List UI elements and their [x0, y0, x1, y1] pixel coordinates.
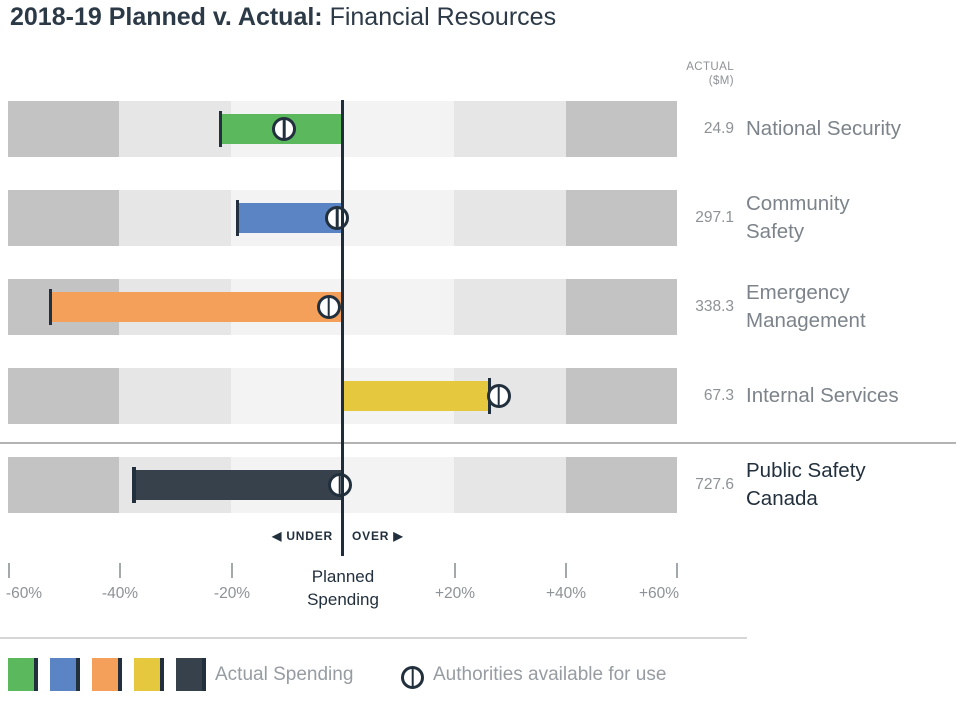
bar-end-tick: [219, 111, 223, 147]
axis-label-plus60: +60%: [638, 585, 680, 602]
legend-swatch-blue: [50, 658, 80, 691]
actual-value-community-safety: 297.1: [695, 209, 734, 226]
actual-value-emergency-management: 338.3: [695, 298, 734, 315]
axis-tick: [676, 563, 678, 578]
over-direction-label: OVER ▶: [352, 529, 404, 543]
page-title-bold: 2018-19 Planned v. Actual:: [10, 3, 323, 31]
axis-tick: [8, 563, 10, 578]
page-title-regular: Financial Resources: [329, 3, 557, 31]
actual-header-line2: ($M): [708, 74, 734, 87]
authorities-legend-icon: [401, 666, 424, 689]
planned-spending-line2: Spending: [307, 590, 379, 609]
authorities-marker-icon: [328, 473, 352, 497]
axis-tick: [454, 563, 456, 578]
axis-label-minus60: -60%: [5, 585, 43, 602]
actual-value-internal-services: 67.3: [703, 387, 734, 404]
axis-label-plus40: +40%: [545, 585, 587, 602]
legend-swatch-orange: [92, 658, 122, 691]
category-label-internal-services: Internal Services: [746, 384, 899, 407]
under-direction-label: ◀ UNDER: [272, 529, 333, 543]
axis-label-minus40: -40%: [101, 585, 139, 602]
bar-end-tick: [236, 200, 240, 236]
legend-swatch-dark: [176, 658, 206, 691]
legend-authorities-label: Authorities available for use: [433, 663, 667, 685]
category-label-community-safety: Community Safety: [746, 192, 850, 243]
category-label-emergency-management: Emergency Management: [746, 281, 866, 332]
actual-value-national-security: 24.9: [703, 120, 734, 137]
axis-tick: [231, 563, 233, 578]
actual-column-header: [600, 61, 734, 88]
category-label-national-security: National Security: [746, 117, 901, 140]
page-title: [10, 3, 556, 32]
axis-tick: [119, 563, 121, 578]
planned-spending-line1: Planned: [311, 567, 375, 586]
legend-actual-spending-label: Actual Spending: [215, 663, 354, 685]
actual-spending-bar: [343, 381, 491, 411]
actual-spending-bar: [50, 292, 343, 322]
authorities-marker-icon: [272, 117, 296, 141]
planned-spending-label: [307, 565, 379, 611]
axis-tick: [565, 563, 567, 578]
bar-end-tick: [132, 467, 136, 503]
authorities-marker-icon: [317, 295, 341, 319]
legend-separator: [0, 637, 747, 639]
axis-label-minus20: -20%: [213, 585, 251, 602]
legend-swatch-green: [8, 658, 38, 691]
authorities-marker-icon: [487, 384, 511, 408]
actual-header-line1: ACTUAL: [686, 61, 734, 73]
actual-value-public-safety-canada: 727.6: [695, 476, 734, 493]
actual-spending-bar: [133, 470, 342, 500]
department-total-separator: [0, 442, 956, 444]
axis-label-plus20: +20%: [434, 585, 476, 602]
authorities-marker-icon: [325, 206, 349, 230]
planned-spending-axis-line: [341, 100, 344, 556]
category-label-public-safety-canada: Public Safety Canada: [746, 459, 866, 510]
bar-end-tick: [49, 289, 53, 325]
legend-swatch-yellow: [134, 658, 164, 691]
